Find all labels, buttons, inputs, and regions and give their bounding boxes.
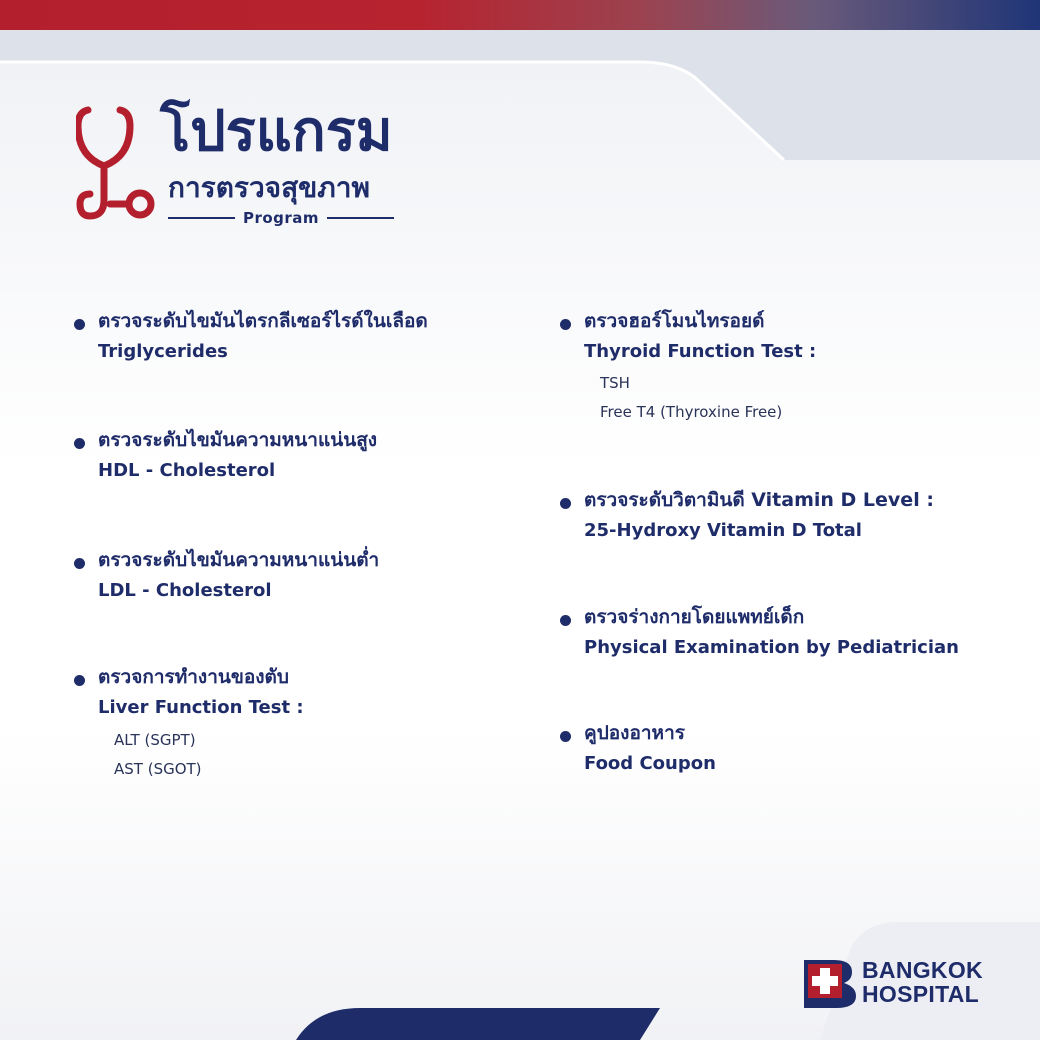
item-english-label: LDL - Cholesterol xyxy=(98,580,272,601)
item-thai-label: ตรวจระดับไขมันความหนาแน่นสูง xyxy=(98,429,378,451)
divider-line xyxy=(327,217,394,219)
item-english-label: Liver Function Test : xyxy=(98,697,304,718)
item-sub-label: AST (SGOT) xyxy=(114,760,202,778)
item-thai-label: ตรวจระดับวิตามินดี Vitamin D Level : xyxy=(584,489,934,511)
item-english-label: Physical Examination by Pediatrician xyxy=(584,637,959,658)
item-thai-label: ตรวจการทำงานของตับ xyxy=(98,666,289,688)
divider-line xyxy=(168,217,235,219)
bullet-icon xyxy=(560,498,571,509)
item-thai-label: ตรวจระดับไขมันความหนาแน่นต่ำ xyxy=(98,549,380,571)
page-title: โปรแกรม xyxy=(160,99,393,164)
item-sub-label: TSH xyxy=(600,374,630,392)
item-sub-label: ALT (SGPT) xyxy=(114,731,196,749)
bullet-icon xyxy=(74,319,85,330)
item-sub-label: Free T4 (Thyroxine Free) xyxy=(600,403,783,421)
bullet-icon xyxy=(74,558,85,569)
item-english-label: HDL - Cholesterol xyxy=(98,460,276,481)
item-thai-label: ตรวจระดับไขมันไตรกลีเซอร์ไรด์ในเลือด xyxy=(98,310,428,332)
hospital-cross-icon xyxy=(804,960,856,1008)
item-thai-label: ตรวจร่างกายโดยแพทย์เด็ก xyxy=(584,606,805,628)
item-english-label: Food Coupon xyxy=(584,753,716,774)
bullet-icon xyxy=(74,438,85,449)
page-subtitle: การตรวจสุขภาพ xyxy=(168,171,370,204)
program-header xyxy=(76,100,406,230)
bullet-icon xyxy=(560,319,571,330)
item-thai-label: ตรวจฮอร์โมนไทรอยด์ xyxy=(584,310,765,332)
bullet-icon xyxy=(560,731,571,742)
logo-text xyxy=(862,958,983,1006)
logo-line-1: BANGKOK xyxy=(862,957,983,983)
bullet-icon xyxy=(560,615,571,626)
item-english-label: Triglycerides xyxy=(98,341,228,362)
logo-line-2: HOSPITAL xyxy=(862,981,979,1007)
item-english-label: 25-Hydroxy Vitamin D Total xyxy=(584,520,862,541)
stethoscope-icon xyxy=(76,104,160,224)
bangkok-hospital-logo xyxy=(804,957,1014,1010)
item-english-label: Thyroid Function Test : xyxy=(584,341,817,362)
page-title-english xyxy=(168,206,394,230)
bullet-icon xyxy=(74,675,85,686)
item-thai-label: คูปองอาหาร xyxy=(584,722,685,744)
title-english-label: Program xyxy=(242,209,320,227)
